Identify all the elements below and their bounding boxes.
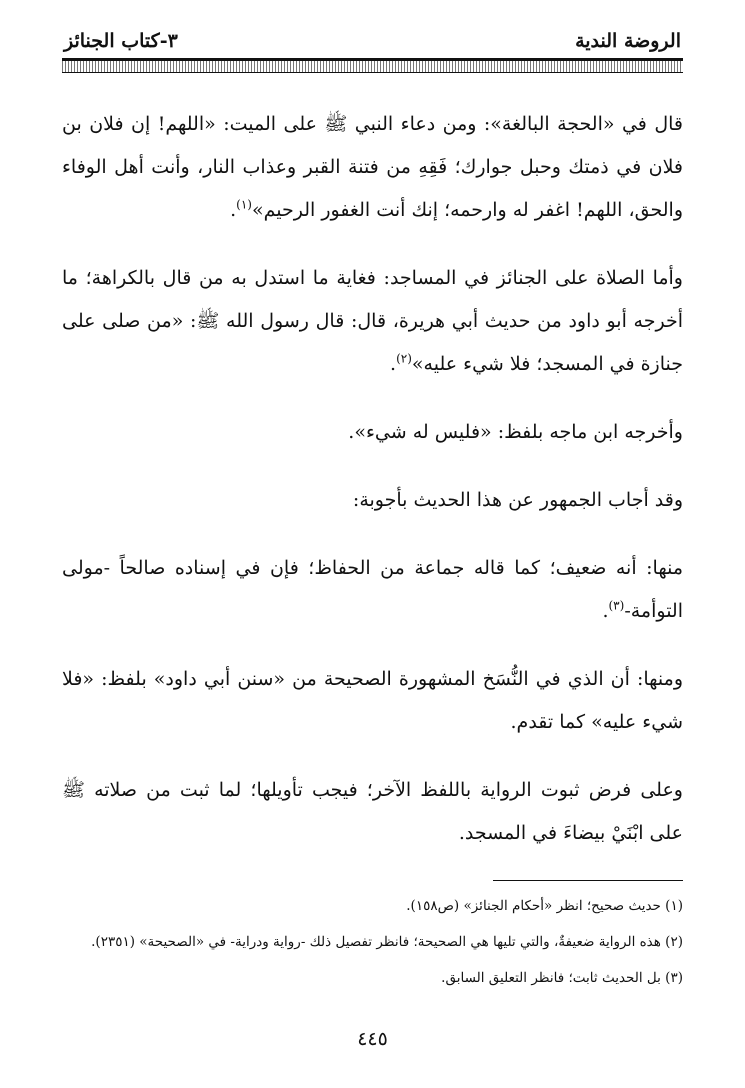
paragraph-text: وأخرجه ابن ماجه بلفظ: «فليس له شيء».	[348, 421, 683, 443]
paragraph-text: قال في «الحجة البالغة»: ومن دعاء النبي ﷺ على الميت: «اللهم! إن فلان بن فلان في ذمتك وحبل جوارك؛ فَقِهِ من فتنة القبر وعذاب النار، وأنت أهل الوفاء والحق، اللهم! اغفر له وارحمه؛ إنك أنت الغفور الرحيم»	[62, 113, 683, 221]
footnote-marker: (٢)	[396, 351, 412, 366]
paragraph-text: وعلى فرض ثبوت الرواية باللفظ الآخر؛ فيجب تأويلها؛ لما ثبت من صلاته ﷺ على ابْنَيْ بيضاءَ في المسجد.	[62, 779, 683, 844]
paragraph-text: وأما الصلاة على الجنائز في المساجد: فغاية ما استدل به من قال بالكراهة؛ ما أخرجه أبو داود من حديث أبي هريرة، قال: قال رسول الله ﷺ: «من صلى على جنازة في المسجد؛ فلا شيء عليه»	[62, 267, 683, 375]
paragraph-text: وقد أجاب الجمهور عن هذا الحديث بأجوبة:	[352, 489, 683, 511]
book-title: الروضة الندية	[575, 30, 681, 52]
footnote-marker: (١)	[236, 197, 252, 212]
chapter-title: ٣-كتاب الجنائز	[64, 30, 178, 52]
paragraph-tail: .	[230, 199, 237, 221]
footnote: (٣) بل الحديث ثابت؛ فانظر التعليق السابق.	[441, 970, 683, 986]
paragraph-tail: .	[602, 600, 609, 622]
paragraph	[62, 769, 683, 855]
paragraph-tail: .	[390, 353, 397, 375]
paragraph	[62, 658, 683, 744]
footnote: (٢) هذه الرواية ضعيفةٌ، والتي تليها هي الصحيحة؛ فانظر تفصيل ذلك -رواية ودراية- في «الصحيحة» (٢٣٥١).	[91, 934, 683, 950]
paragraph	[62, 103, 683, 232]
paragraph	[62, 257, 683, 386]
paragraph-text: منها: أنه ضعيف؛ كما قاله جماعة من الحفاظ؛ فإن في إسناده صالحاً -مولى التوأمة-	[62, 557, 683, 622]
paragraph	[62, 479, 683, 522]
footnote: (١) حديث صحيح؛ انظر «أحكام الجنائز» (ص١٥٨).	[406, 898, 683, 914]
footnotes	[62, 891, 683, 993]
header-rule	[62, 58, 683, 73]
paragraph	[62, 411, 683, 454]
footnote-marker: (٣)	[608, 598, 625, 613]
paragraph-text: ومنها: أن الذي في النُّسَخ المشهورة الصحيحة من «سنن أبي داود» بلفظ: «فلا شيء عليه» كما تقدم.	[62, 668, 683, 733]
footnote-rule	[493, 880, 683, 881]
body-text	[62, 103, 683, 855]
running-header	[62, 28, 683, 54]
page-number: ٤٤٥	[357, 1028, 388, 1050]
paragraph	[62, 547, 683, 633]
